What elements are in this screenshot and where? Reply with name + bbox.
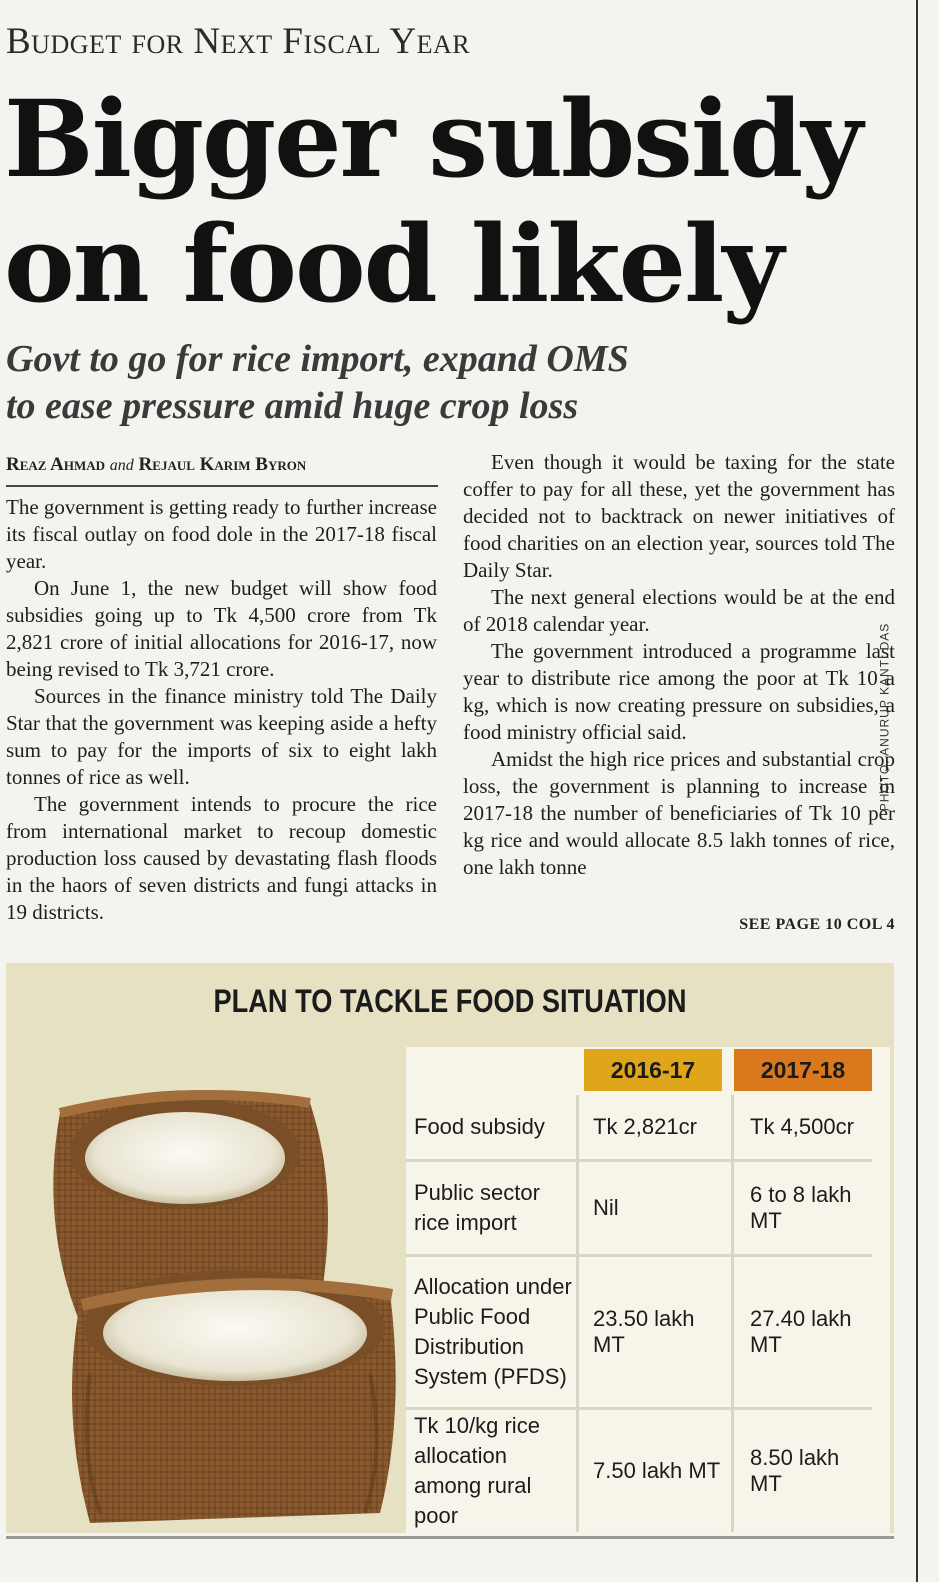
deck-line-1: Govt to go for rice import, expand OMS — [6, 338, 629, 380]
value-2016-17: Nil — [576, 1162, 731, 1254]
photo-credit — [877, 560, 939, 860]
headline — [4, 76, 904, 326]
value-2017-18: 6 to 8 lakh MT — [731, 1162, 872, 1254]
row-label: Tk 10/kg rice allocation among rural poor — [414, 1413, 540, 1528]
author-1: Reaz Ahmad — [6, 454, 106, 475]
header-2016-17: 2016-17 — [584, 1049, 722, 1091]
article-column-1 — [6, 494, 437, 926]
rice-sacks-image — [20, 1073, 410, 1529]
headline-line-1: Bigger subsidy — [4, 76, 861, 201]
headline-line-2: on food likely — [4, 201, 782, 326]
column-divider-line — [916, 0, 918, 1582]
paragraph: Even though it would be taxing for the state coffer to pay for all these, yet the government has decided not to backtrack on newer initiatives of food charities on an election year, sources told The Daily Star. — [463, 450, 895, 582]
see-page-jump[interactable]: SEE PAGE 10 COL 4 — [739, 916, 895, 933]
author-2: Rejaul Karim Byron — [138, 454, 307, 475]
table-row — [406, 1095, 872, 1162]
value-2017-18: Tk 4,500cr — [731, 1095, 872, 1159]
paragraph: The government introduced a programme last year to distribute rice among the poor at Tk 10 a kg, which is now creating pressure on subsidies, a food ministry official said. — [463, 639, 895, 744]
paragraph: The government is getting ready to further increase its fiscal outlay on food dole in the 2017-18 fiscal year. — [6, 495, 437, 573]
photo-credit-text: PHOTO: ANURUP KANTI DAS — [877, 622, 892, 812]
value-2016-17: Tk 2,821cr — [576, 1095, 731, 1159]
byline — [6, 454, 306, 476]
byline-and: and — [109, 457, 134, 474]
value-2016-17: 7.50 lakh MT — [576, 1410, 731, 1532]
paragraph: On June 1, the new budget will show food subsidies going up to Tk 4,500 crore from Tk 2,821 crore of initial allocations for 2016-17, now being revised to Tk 3,721 crore. — [6, 576, 437, 681]
paragraph: Amidst the high rice prices and substantial crop loss, the government is planning to increase in 2017-18 the number of beneficiaries of Tk 10 per kg rice and would allocate 8.5 lakh tonnes of rice, one lakh tonne — [463, 747, 895, 879]
table-row — [406, 1162, 872, 1257]
row-label: Allocation under Public Food Distribution System (PFDS) — [414, 1274, 572, 1389]
front-sack — [72, 1270, 396, 1523]
paragraph: The government intends to procure the rice from international market to recoup domestic production loss caused by devastating flash floods in the haors of seven districts and fungi attacks in 19 districts. — [6, 792, 437, 924]
bottom-rule — [6, 1536, 894, 1539]
infographic-title: PLAN TO TACKLE FOOD SITUATION — [213, 983, 687, 1019]
header-2017-18: 2017-18 — [734, 1049, 872, 1091]
article-column-2 — [463, 449, 895, 881]
value-2017-18: 8.50 lakh MT — [731, 1410, 872, 1532]
row-label: Public sector rice import — [414, 1180, 540, 1235]
value-2016-17: 23.50 lakh MT — [576, 1257, 731, 1407]
value-2017-18: 27.40 lakh MT — [731, 1257, 872, 1407]
paragraph: Sources in the finance ministry told The Daily Star that the government was keeping aside a hefty sum to pay for the imports of six to eight lakh tonnes of rice as well. — [6, 684, 437, 789]
deck — [6, 336, 629, 430]
infographic-panel — [6, 963, 894, 1533]
row-label: Food subsidy — [414, 1114, 545, 1139]
byline-rule — [6, 485, 438, 487]
paragraph: The next general elections would be at the end of 2018 calendar year. — [463, 585, 895, 636]
deck-line-2: to ease pressure amid huge crop loss — [6, 385, 579, 427]
table-row — [406, 1410, 872, 1532]
kicker: Budget for Next Fiscal Year — [6, 21, 471, 62]
table-row — [406, 1257, 872, 1410]
